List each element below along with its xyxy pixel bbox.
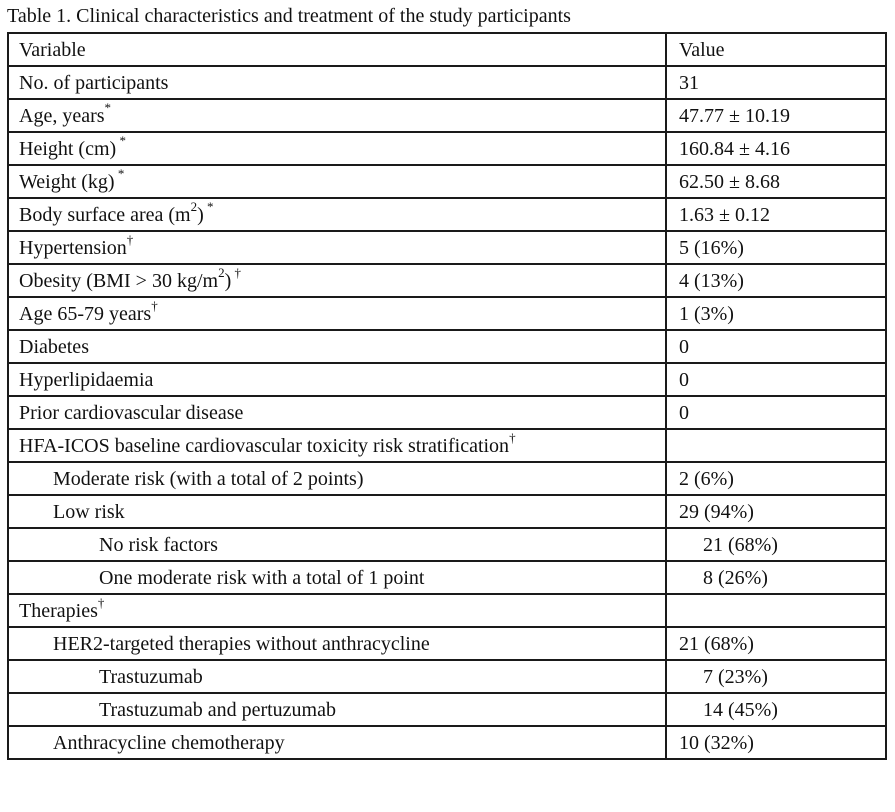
table-row [8, 660, 886, 693]
table-row [8, 231, 886, 264]
column-header-value: Value [666, 33, 886, 66]
table-row [8, 627, 886, 660]
row-label: HER2-targeted therapies without anthracycline [8, 627, 666, 660]
row-label: Prior cardiovascular disease [8, 396, 666, 429]
row-value: 160.84 ± 4.16 [666, 132, 886, 165]
row-value: 7 (23%) [666, 660, 886, 693]
row-label: No risk factors [8, 528, 666, 561]
footnote-marker: † [97, 594, 105, 610]
row-label: Anthracycline chemotherapy [8, 726, 666, 759]
footnote-marker: † [151, 297, 158, 313]
row-value: 0 [666, 396, 886, 429]
footnote-marker: * [104, 99, 112, 115]
table-row [8, 726, 886, 759]
clinical-characteristics-table [7, 32, 887, 760]
row-label: Age, years* [8, 99, 666, 132]
table-row [8, 693, 886, 726]
footnote-marker: † [231, 264, 241, 280]
table-row [8, 198, 886, 231]
section-label: HFA-ICOS baseline cardiovascular toxicity risk stratification† [8, 429, 666, 462]
row-label: Weight (kg) * [8, 165, 666, 198]
row-label: Trastuzumab and pertuzumab [8, 693, 666, 726]
row-label: Body surface area $(m^2)$ * [8, 198, 666, 231]
row-value: 47.77 ± 10.19 [666, 99, 886, 132]
row-value [666, 429, 886, 462]
footnote-marker: * [114, 165, 125, 181]
row-value: 29 (94%) [666, 495, 886, 528]
row-value: 14 (45%) [666, 693, 886, 726]
table-row [8, 495, 886, 528]
footnote-marker: † [509, 429, 516, 445]
footnote-marker: * [116, 132, 126, 148]
footnote-marker: * [203, 198, 214, 214]
row-value: 21 (68%) [666, 627, 886, 660]
table-section-row [8, 594, 886, 627]
row-label: Trastuzumab [8, 660, 666, 693]
row-label: No. of participants [8, 66, 666, 99]
row-value: 2 (6%) [666, 462, 886, 495]
table-row [8, 99, 886, 132]
table-section-row [8, 429, 886, 462]
table-row [8, 66, 886, 99]
row-label: Age 65-79 years† [8, 297, 666, 330]
row-value: 4 (13%) [666, 264, 886, 297]
row-value: 62.50 ± 8.68 [666, 165, 886, 198]
superscript-exponent: 2 [190, 198, 198, 214]
table-row [8, 132, 886, 165]
table-header-row [8, 33, 886, 66]
row-label: Moderate risk (with a total of 2 points) [8, 462, 666, 495]
row-label: One moderate risk with a total of 1 point [8, 561, 666, 594]
row-value: 0 [666, 330, 886, 363]
table-row [8, 528, 886, 561]
row-label: Diabetes [8, 330, 666, 363]
column-header-variable: Variable [8, 33, 666, 66]
row-value: 8 (26%) [666, 561, 886, 594]
row-value: 5 (16%) [666, 231, 886, 264]
row-value: 31 [666, 66, 886, 99]
table-row [8, 264, 886, 297]
row-label: Hyperlipidaemia [8, 363, 666, 396]
row-value [666, 594, 886, 627]
footnote-marker: † [126, 231, 134, 247]
row-label: Low risk [8, 495, 666, 528]
row-value: 1 (3%) [666, 297, 886, 330]
row-value: 10 (32%) [666, 726, 886, 759]
table-row [8, 462, 886, 495]
table-caption: Table 1. Clinical characteristics and treatment of the study participants [7, 5, 571, 27]
superscript-exponent: 2 [218, 264, 225, 280]
section-label: Therapies† [8, 594, 666, 627]
table-row [8, 330, 886, 363]
table-row [8, 561, 886, 594]
table-row [8, 396, 886, 429]
row-value: 1.63 ± 0.12 [666, 198, 886, 231]
table-row [8, 165, 886, 198]
table-row [8, 363, 886, 396]
table-row [8, 297, 886, 330]
row-label: Height (cm) * [8, 132, 666, 165]
row-value: 21 (68%) [666, 528, 886, 561]
row-label: Obesity (BMI > 30 $kg/m^2$) † [8, 264, 666, 297]
row-value: 0 [666, 363, 886, 396]
row-label: Hypertension† [8, 231, 666, 264]
